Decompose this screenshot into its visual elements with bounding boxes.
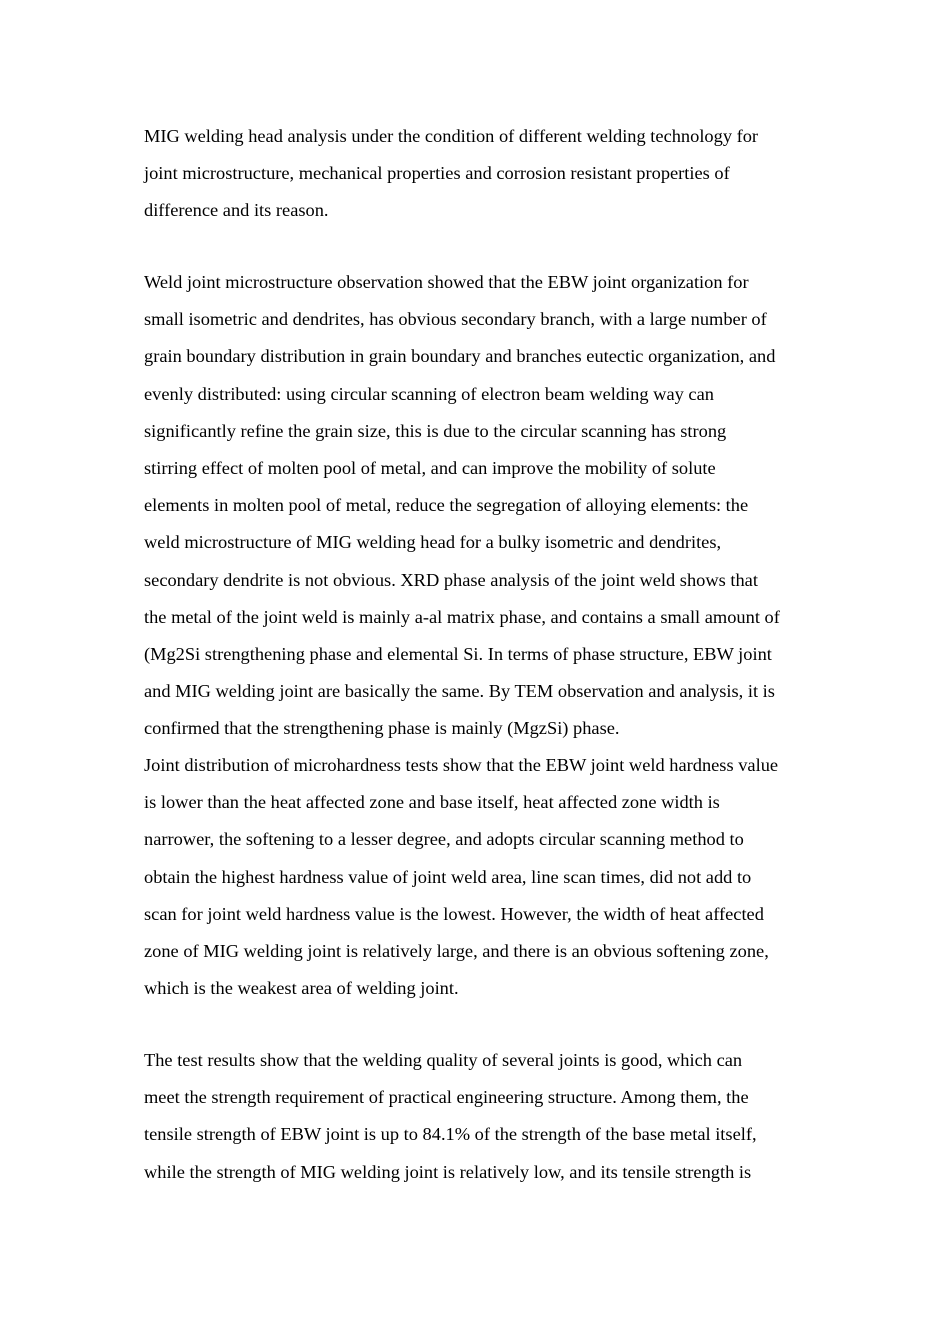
paragraph-test-results: The test results show that the welding quality of several joints is good, which can meet the strength requirement of practical engineering structure. Among them, the tensile strength of EBW joint is up to 84.1% of the strength of the base metal itself, while the strength of MIG welding joint is relatively low, and its tensile strength is — [144, 1050, 757, 1182]
paragraph-intro: MIG welding head analysis under the condition of different welding technology for joint microstructure, mechanical properties and corrosion resistant properties of difference and its reason. — [144, 126, 759, 221]
paragraph-microhardness: Joint distribution of microhardness tests show that the EBW joint weld hardness value is lower than the heat affected zone and base itself, heat affected zone width is narrower, the softening to a lesser degree, and adopts circular scanning method to obtain the highest hardness value of joint weld area, line scan times, did not add to scan for joint weld hardness value is the lowest. However, the width of heat affected zone of MIG welding joint is relatively large, and there is an obvious softening zone, which is the weakest area of welding joint. — [144, 755, 779, 999]
paragraph-microstructure: Weld joint microstructure observation showed that the EBW joint organization for small isometric and dendrites, has obvious secondary branch, with a large number of grain boundary distribution in grain boundary and branches eutectic organization, and evenly distributed: using circular scanning of electron beam welding way can significantly refine the grain size, this is due to the circular scanning has strong stirring effect of molten pool of metal, and can improve the mobility of solute elements in molten pool of metal, reduce the segregation of alloying elements: the weld microstructure of MIG welding head for a bulky isometric and dendrites, secondary dendrite is not obvious. XRD phase analysis of the joint weld shows that the metal of the joint weld is mainly a-al matrix phase, and contains a small amount of (Mg2Si strengthening phase and elemental Si. In terms of phase structure, EBW joint and MIG welding joint are basically the same. By TEM observation and analysis, it is confirmed that the strengthening phase is mainly (MgzSi) phase. — [144, 272, 780, 739]
